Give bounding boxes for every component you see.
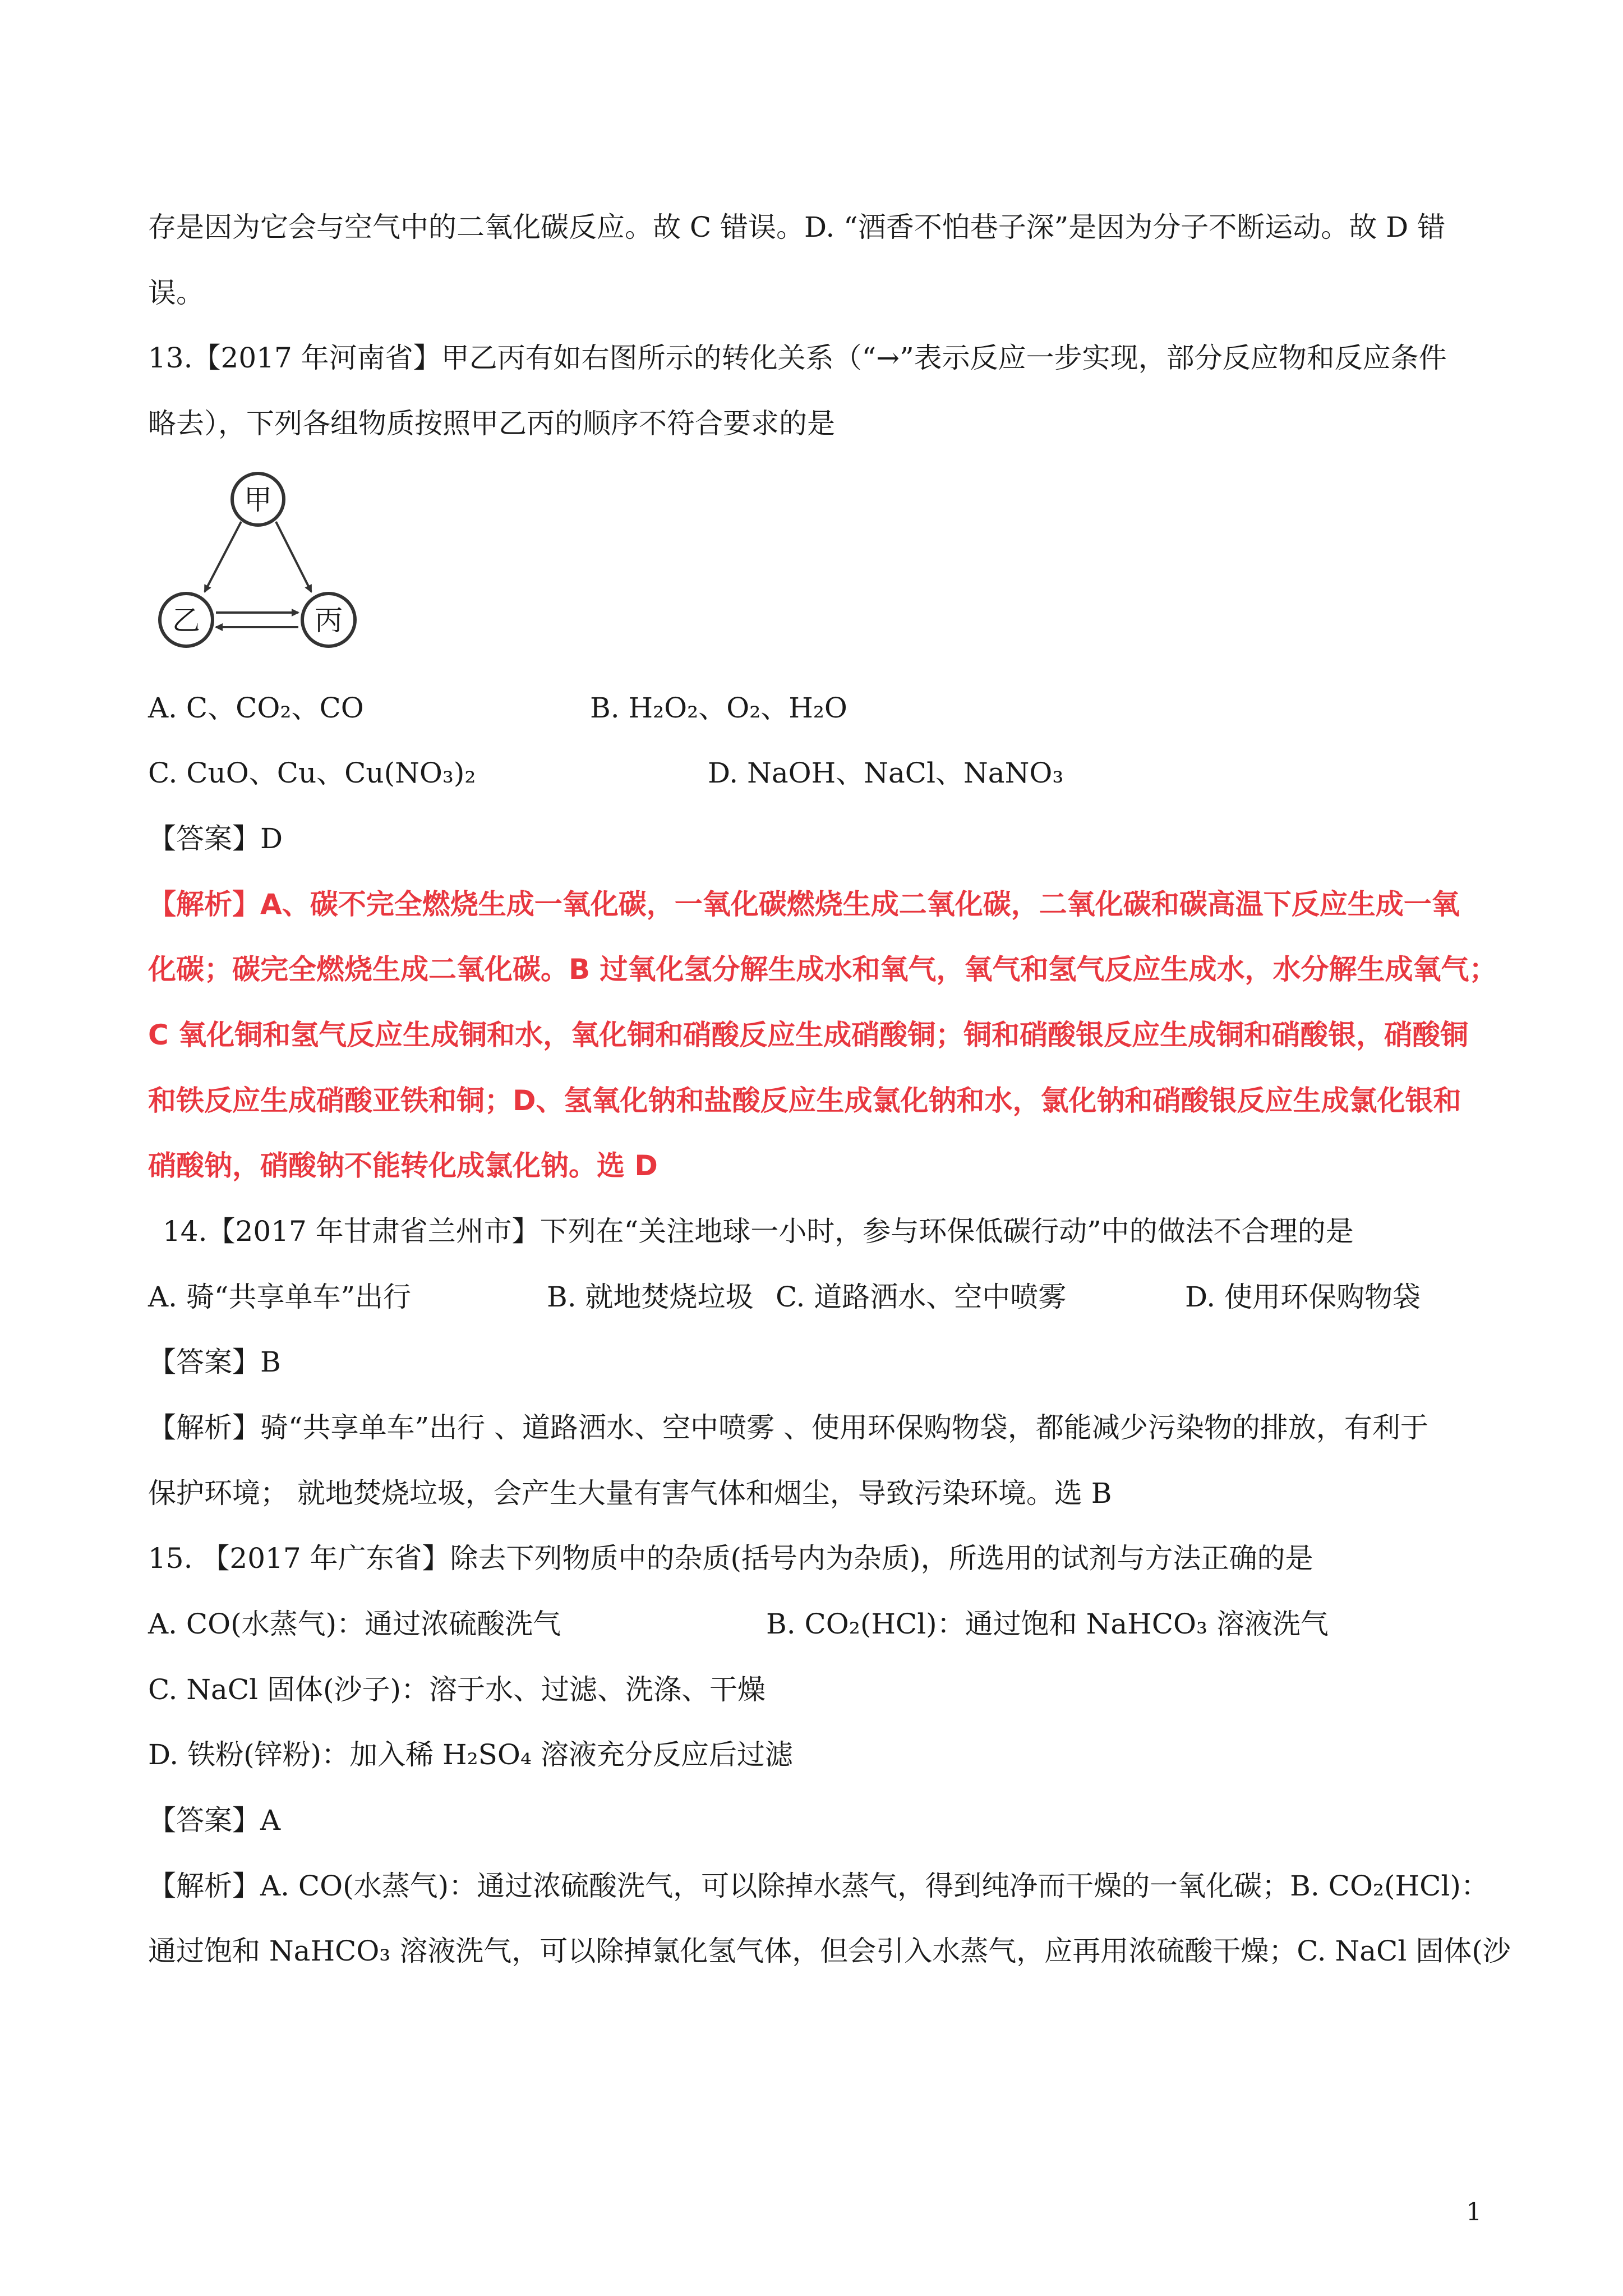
question-13: 13.【2017 年河南省】甲乙丙有如右图所示的转化关系（“→”表示反应一步实现，部分反应物和反应条件 [148, 342, 1447, 374]
node-jia-label: 甲 [244, 484, 272, 516]
q13-analysis: C 氧化铜和氢气反应生成铜和水，氧化铜和硝酸反应生成硝酸铜；铜和硝酸银反应生成铜和硝酸银，硝酸铜 [148, 1019, 1469, 1051]
question-13-cont: 略去），下列各组物质按照甲乙丙的顺序不符合要求的是 [148, 407, 835, 440]
q15-analysis: 通过饱和 NaHCO₃ 溶液洗气，可以除掉氯化氢气体，但会引入水蒸气，应再用浓硫酸干燥；C. NaCl 固体(沙 [148, 1935, 1511, 1967]
text-line: 误。 [148, 277, 204, 309]
q13-answer: 【答案】D [148, 822, 283, 855]
q14-option-d: D. 使用环保购物袋 [1185, 1281, 1421, 1313]
q13-option-c: C. CuO、Cu、Cu(NO₃)₂ [148, 757, 476, 789]
q15-answer: 【答案】A [148, 1804, 281, 1837]
q13-analysis: 化碳；碳完全燃烧生成二氧化碳。B 过氧化氢分解生成水和氧气，氧气和氢气反应生成水，水分解生成氧气； [148, 953, 1497, 986]
q15-option-b: B. CO₂(HCl)：通过饱和 NaHCO₃ 溶液洗气 [766, 1608, 1329, 1640]
q13-analysis: 硝酸钠，硝酸钠不能转化成氯化钠。选 D [148, 1149, 658, 1182]
question-15: 15. 【2017 年广东省】除去下列物质中的杂质(括号内为杂质)，所选用的试剂与方法正确的是 [148, 1542, 1313, 1575]
q15-option-c: C. NaCl 固体(沙子)：溶于水、过滤、洗涤、干燥 [148, 1673, 766, 1706]
q13-analysis: 【解析】A、碳不完全燃烧生成一氧化碳，一氧化碳燃烧生成二氧化碳，二氧化碳和碳高温下反应生成一氧 [148, 888, 1460, 921]
question-14: 14.【2017 年甘肃省兰州市】下列在“关注地球一小时，参与环保低碳行动”中的做法不合理的是 [163, 1215, 1354, 1248]
q13-analysis: 和铁反应生成硝酸亚铁和铜；D、氢氧化钠和盐酸反应生成氯化钠和水，氯化钠和硝酸银反应生成氯化银和 [148, 1084, 1461, 1117]
q14-option-b: B. 就地焚烧垃圾 [547, 1281, 754, 1313]
arrow-jia-to-bing [276, 522, 311, 592]
q14-option-c: C. 道路洒水、空中喷雾 [776, 1281, 1067, 1313]
arrow-jia-to-yi [205, 522, 241, 592]
q14-analysis: 【解析】骑“共享单车”出行 、道路洒水、空中喷雾 、使用环保购物袋，都能减少污染物的排放，有利于 [148, 1411, 1428, 1444]
q13-option-d: D. NaOH、NaCl、NaNO₃ [708, 757, 1064, 789]
q15-analysis: 【解析】A. CO(水蒸气)：通过浓硫酸洗气，可以除掉水蒸气，得到纯净而干燥的一氧化碳；B. CO₂(HCl)： [148, 1870, 1489, 1902]
q14-analysis: 保护环境； 就地焚烧垃圾，会产生大量有害气体和烟尘，导致污染环境。选 B [148, 1477, 1112, 1510]
q14-answer: 【答案】B [148, 1346, 281, 1378]
q15-option-d: D. 铁粉(锌粉)：加入稀 H₂SO₄ 溶液充分反应后过滤 [148, 1738, 793, 1771]
text-line: 存是因为它会与空气中的二氧化碳反应。故 C 错误。D. “酒香不怕巷子深”是因为分子不断运动。故 D 错 [148, 211, 1446, 243]
q15-option-a: A. CO(水蒸气)：通过浓硫酸洗气 [148, 1608, 561, 1640]
q13-option-a: A. C、CO₂、CO [148, 692, 364, 724]
transformation-diagram [151, 466, 376, 668]
node-bing-label: 丙 [315, 604, 343, 637]
node-yi-label: 乙 [172, 604, 200, 637]
q13-option-b: B. H₂O₂、O₂、H₂O [590, 692, 847, 724]
q14-option-a: A. 骑“共享单车”出行 [148, 1281, 412, 1313]
page-number: 1 [1466, 2198, 1482, 2226]
